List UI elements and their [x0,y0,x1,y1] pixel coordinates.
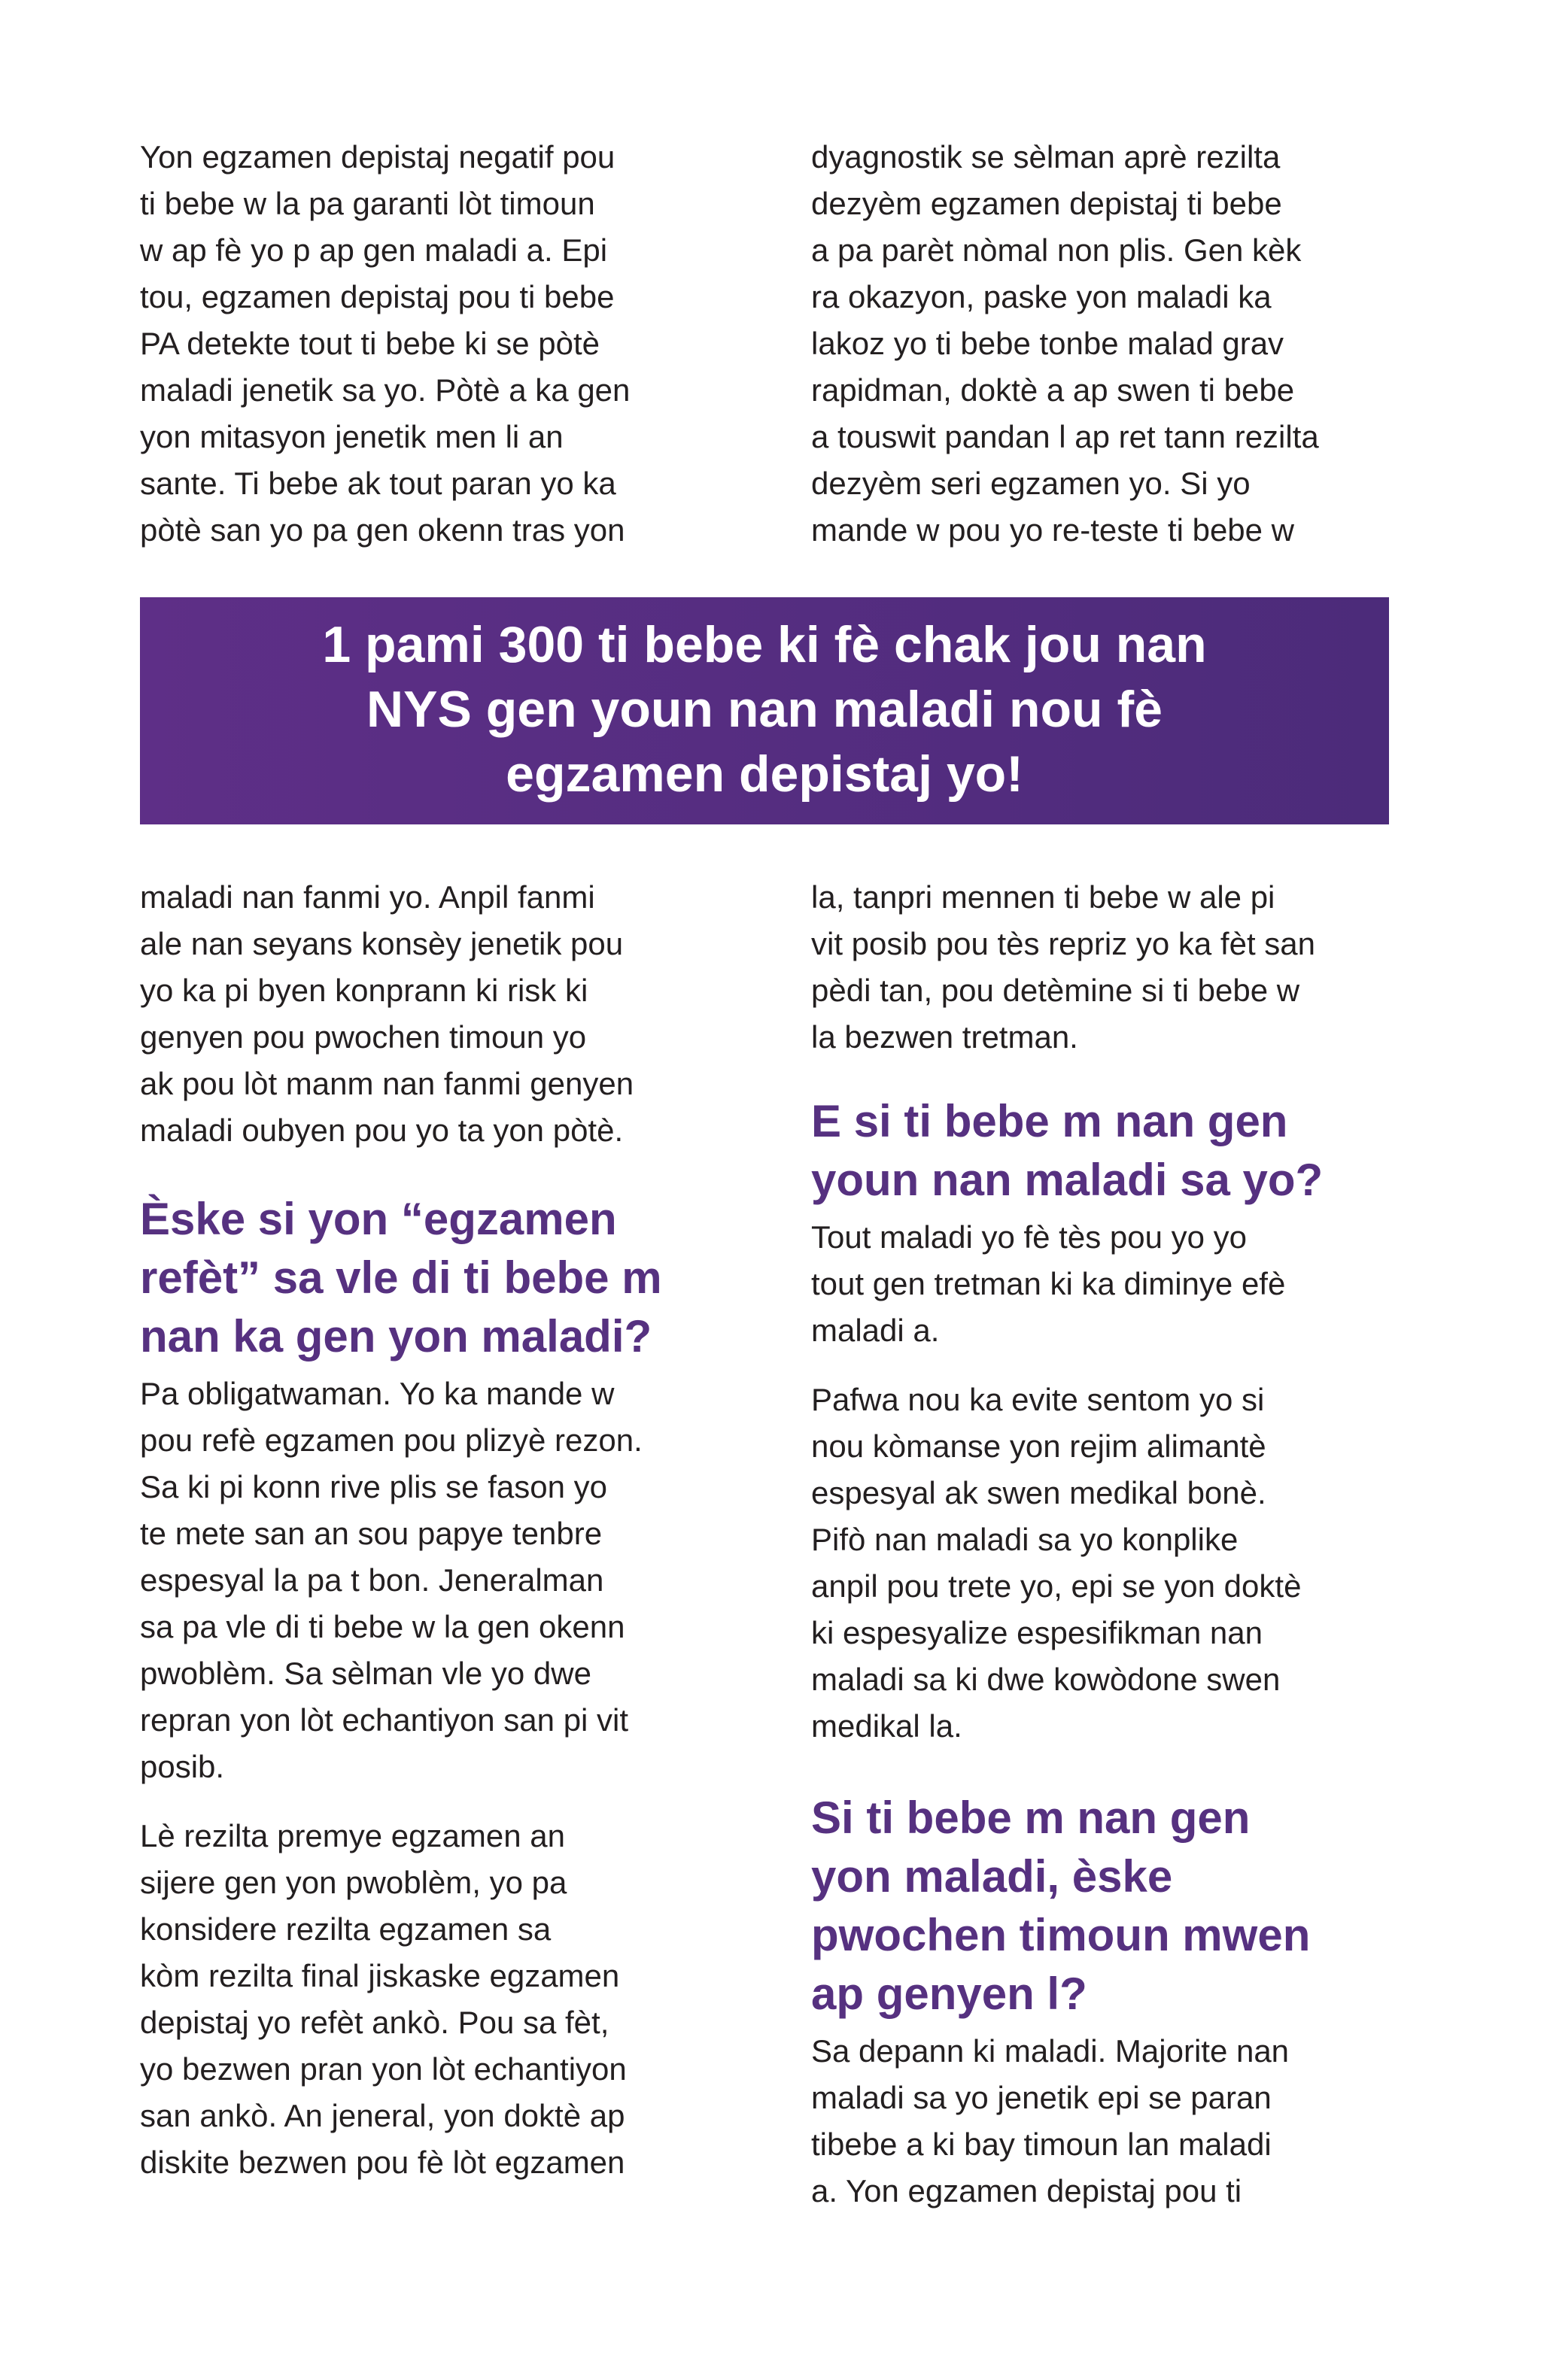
top-right-paragraph [811,134,1391,554]
text-line: pèdi tan, pou detèmine si ti bebe w [811,973,1300,1008]
first-result-paragraph [140,1813,719,2186]
text-line: dezyèm seri egzamen yo. Si yo [811,466,1251,501]
heading-next-child [811,1789,1391,2023]
text-line: diskite bezwen pou fè lòt egzamen [140,2145,625,2180]
text-line: te mete san an sou papye tenbre [140,1516,603,1551]
heading-line: nan ka gen yon maladi? [140,1311,652,1362]
text-line: PA detekte tout ti bebe ki se pòtè [140,326,600,361]
retest-paragraph [140,1371,719,1790]
text-line: espesyal la pa t bon. Jeneralman [140,1562,604,1598]
text-line: nou kòmanse yon rejim alimantè [811,1428,1266,1464]
family-counseling-paragraph [140,874,719,1154]
top-left-paragraph [140,134,719,554]
text-line: vit posib pou tès repriz yo ka fèt san [811,926,1316,961]
text-line: maladi oubyen pou yo ta yon pòtè. [140,1113,624,1148]
text-line: sa pa vle di ti bebe w la gen okenn [140,1609,625,1644]
text-line: Sa depann ki maladi. Majorite nan [811,2033,1290,2069]
text-line: yo ka pi byen konprann ki risk ki [140,973,588,1008]
text-line: maladi sa ki dwe kowòdone swen [811,1662,1281,1697]
text-line: Pafwa nou ka evite sentom yo si [811,1382,1265,1417]
text-line: rapidman, doktè a ap swen ti bebe [811,372,1295,408]
text-line: repran yon lòt echantiyon san pi vit [140,1702,629,1738]
text-line: yo bezwen pran yon lòt echantiyon [140,2051,627,2087]
text-line: la, tanpri mennen ti bebe w ale pi [811,879,1275,915]
heading-retest [140,1190,719,1366]
text-line: kòm rezilta final jiskaske egzamen [140,1958,620,1993]
text-line: maladi jenetik sa yo. Pòtè a ka gen [140,372,631,408]
heading-line: youn nan maladi sa yo? [811,1155,1324,1205]
text-line: lakoz yo ti bebe tonbe malad grav [811,326,1284,361]
banner-line: NYS gen youn nan maladi nou fè [366,681,1163,738]
text-line: maladi nan fanmi yo. Anpil fanmi [140,879,595,915]
text-line: pwoblèm. Sa sèlman vle yo dwe [140,1656,591,1691]
text-line: mande w pou yo re-teste ti bebe w [811,512,1295,548]
text-line: maladi sa yo jenetik epi se paran [811,2080,1272,2115]
text-line: tou, egzamen depistaj pou ti bebe [140,279,615,314]
text-line: konsidere rezilta egzamen sa [140,1911,552,1947]
text-line: Tout maladi yo fè tès pou yo yo [811,1219,1247,1255]
banner-line: egzamen depistaj yo! [506,745,1023,803]
text-line: genyen pou pwochen timoun yo [140,1019,587,1055]
text-line: ale nan seyans konsèy jenetik pou [140,926,624,961]
text-line: pòtè san yo pa gen okenn tras yon [140,512,625,548]
heading-line: ap genyen l? [811,1969,1087,2019]
symptoms-paragraph [811,1377,1391,1750]
heading-line: E si ti bebe m nan gen [811,1096,1288,1146]
text-line: dyagnostik se sèlman aprè rezilta [811,139,1281,175]
text-line: ra okazyon, paske yon maladi ka [811,279,1272,314]
text-line: a. Yon egzamen depistaj pou ti [811,2173,1242,2208]
text-line: dezyèm egzamen depistaj ti bebe [811,186,1282,221]
right-column [811,874,1391,2215]
text-line: Pifò nan maladi sa yo konplike [811,1522,1239,1557]
text-line: ak pou lòt manm nan fanmi genyen [140,1066,634,1101]
heading-line: yon maladi, èske [811,1851,1173,1902]
text-line: anpil pou trete yo, epi se yon doktè [811,1568,1302,1604]
text-line: ki espesyalize espesifikman nan [811,1615,1263,1650]
text-line: posib. [140,1749,225,1784]
text-line: Yon egzamen depistaj negatif pou [140,139,615,175]
banner-line: 1 pami 300 ti bebe ki fè chak jou nan [322,616,1207,673]
text-line: tibebe a ki bay timoun lan maladi [811,2127,1272,2162]
text-line: maladi a. [811,1313,940,1348]
highlight-banner [140,597,1389,824]
heading-line: refèt” sa vle di ti bebe m [140,1252,662,1303]
text-line: sijere gen yon pwoblèm, yo pa [140,1865,567,1900]
text-line: medikal la. [811,1708,962,1744]
heading-if-baby-has-condition [811,1092,1391,1210]
text-line: tout gen tretman ki ka diminye efè [811,1266,1286,1301]
treatment-paragraph [811,1214,1391,1354]
text-line: yon mitasyon jenetik men li an [140,419,564,454]
text-line: san ankò. An jeneral, yon doktè ap [140,2098,625,2133]
heading-line: Èske si yon “egzamen [140,1194,617,1244]
text-line: depistaj yo refèt ankò. Pou sa fèt, [140,2005,609,2040]
text-line: Lè rezilta premye egzamen an [140,1818,565,1853]
left-column [140,874,719,2186]
top-right-column [811,134,1391,554]
heading-line: Si ti bebe m nan gen [811,1793,1251,1843]
text-line: a touswit pandan l ap ret tann rezilta [811,419,1319,454]
text-line: pou refè egzamen pou plizyè rezon. [140,1422,643,1458]
text-line: w ap fè yo p ap gen maladi a. Epi [140,232,608,268]
text-line: sante. Ti bebe ak tout paran yo ka [140,466,616,501]
top-left-column [140,134,719,554]
text-line: espesyal ak swen medikal bonè. [811,1475,1266,1510]
text-line: ti bebe w la pa garanti lòt timoun [140,186,595,221]
text-line: a pa parèt nòmal non plis. Gen kèk [811,232,1302,268]
retest-soon-paragraph [811,874,1391,1061]
genetic-paragraph [811,2028,1391,2215]
heading-line: pwochen timoun mwen [811,1910,1311,1960]
text-line: Sa ki pi konn rive plis se fason yo [140,1469,607,1504]
text-line: Pa obligatwaman. Yo ka mande w [140,1376,615,1411]
text-line: la bezwen tretman. [811,1019,1078,1055]
